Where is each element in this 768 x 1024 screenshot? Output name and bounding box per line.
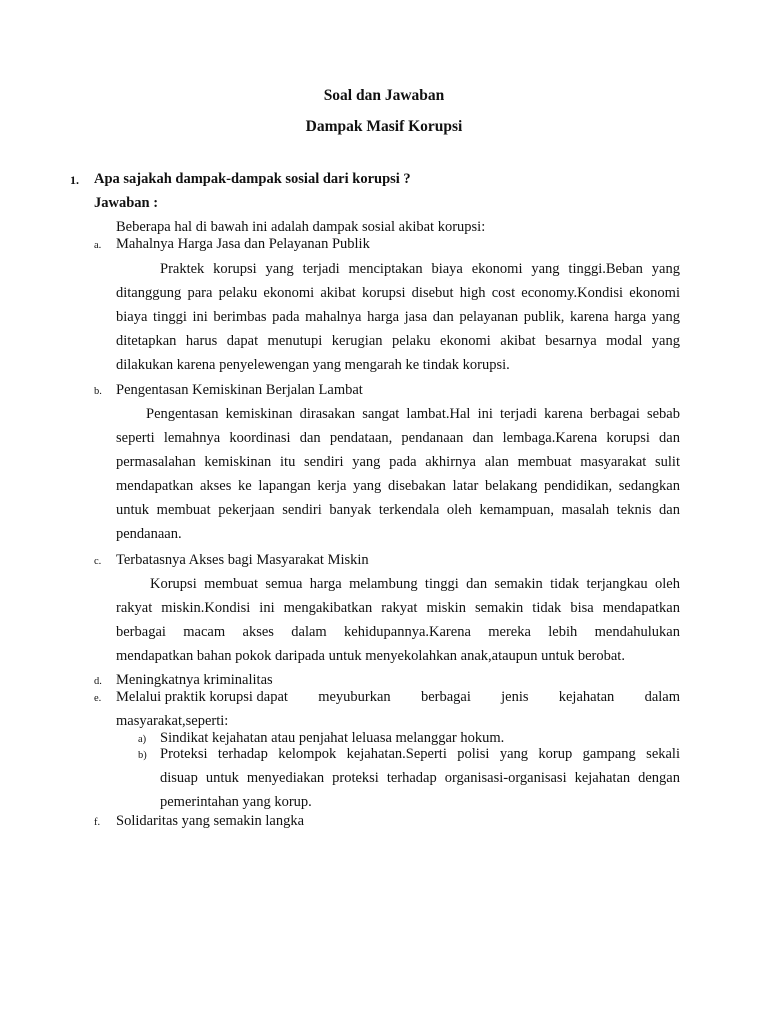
section-e-sub-a-text: Sindikat kejahatan atau penjahat leluasa melanggar hokum.	[160, 730, 505, 746]
sublist-marker-a: a)	[138, 734, 147, 745]
list-marker-f: f.	[94, 817, 101, 828]
list-marker-b: b.	[94, 386, 102, 397]
section-a-line-1: Praktek korupsi yang terjadi menciptakan biaya ekonomi yang tinggi.Beban yang	[160, 261, 680, 277]
section-e-sub-b-line-2: disuap untuk menyediakan proteksi terhadap organisasi-organisasi kejahatan dengan	[160, 770, 680, 786]
section-c-line-1: Korupsi membuat semua harga melambung tinggi dan semakin tidak terjangkau oleh	[150, 576, 680, 592]
section-b-line-5: untuk membuat pekerjaan sendiri banyak terkendala oleh kemampuan, masalah teknis dan	[116, 502, 680, 518]
section-c-line-2: rakyat miskin.Kondisi ini mengakibatkan rakyat miskin semakin tidak bisa mendapatkan	[116, 600, 680, 616]
section-c-heading: Terbatasnya Akses bagi Masyarakat Miskin	[116, 552, 369, 568]
section-e-line-1	[116, 689, 680, 706]
section-a-line-2: ditanggung para pelaku ekonomi akibat korupsi disebut high cost economy.Kondisi ekonomi	[116, 285, 680, 301]
section-e-word: jenis	[501, 689, 529, 705]
section-e-word: dalam	[644, 689, 680, 705]
question-number: 1.	[70, 173, 79, 187]
section-b-line-3: permasalahan kemiskinan itu sendiri yang pada akhirnya alan membuat masyarakat sulit	[116, 454, 680, 470]
section-a-line-4: ditetapkan harus dapat menutupi kerugian pelaku ekonomi akibat besarnya modal yang	[116, 333, 680, 349]
answer-intro: Beberapa hal di bawah ini adalah dampak sosial akibat korupsi:	[116, 219, 486, 235]
section-b-line-1: Pengentasan kemiskinan dirasakan sangat lambat.Hal ini terjadi karena berbagai sebab	[146, 406, 680, 422]
section-b-line-2: seperti lemahnya koordinasi dan pendataan, pendanaan dan lembaga.Karena korupsi dan	[116, 430, 680, 446]
sublist-marker-b: b)	[138, 750, 147, 761]
section-b-line-4: mendapatkan akses ke lapangan kerja yang disebakan latar belakang pendidikan, sedangkan	[116, 478, 680, 494]
section-d-heading: Meningkatnya kriminalitas	[116, 672, 273, 688]
section-e-word: kejahatan	[558, 689, 615, 705]
section-e-sub-b-line-3: pemerintahan yang korup.	[160, 794, 312, 810]
list-marker-e: e.	[94, 693, 102, 704]
section-a-heading: Mahalnya Harga Jasa dan Pelayanan Publik	[116, 236, 370, 252]
answer-label: Jawaban :	[94, 195, 159, 211]
section-a-line-3: biaya tinggi ini berimbas pada mahalnya harga jasa dan pelayanan publik, karena harga yang	[116, 309, 680, 325]
document-subtitle: Dampak Masif Korupsi	[305, 118, 463, 135]
section-c-line-3: berbagai macam akses dalam kehidupannya.Karena mereka lebih mendahulukan	[116, 624, 680, 640]
section-e-word: berbagai	[420, 689, 471, 705]
section-e-sub-b-line-1: Proteksi terhadap kelompok kejahatan.Seperti polisi yang korup gampang sekali	[160, 746, 680, 762]
section-e-line-2: masyarakat,seperti:	[116, 713, 229, 729]
section-b-line-6: pendanaan.	[116, 526, 182, 542]
section-e-word: Melalui praktik korupsi dapat	[116, 689, 288, 705]
list-marker-a: a.	[94, 240, 102, 251]
document-title: Soal dan Jawaban	[323, 87, 445, 104]
list-marker-d: d.	[94, 676, 102, 687]
section-f-heading: Solidaritas yang semakin langka	[116, 813, 305, 829]
list-marker-c: c.	[94, 556, 102, 567]
section-e-word: meyuburkan	[318, 689, 391, 705]
section-a-line-5: dilakukan karena penyelewengan yang mengarah ke tindak korupsi.	[116, 357, 510, 373]
section-b-heading: Pengentasan Kemiskinan Berjalan Lambat	[116, 382, 363, 398]
question-text: Apa sajakah dampak-dampak sosial dari korupsi ?	[94, 171, 411, 187]
section-c-line-4: mendapatkan bahan pokok daripada untuk menyekolahkan anak,ataupun untuk berobat.	[116, 648, 625, 664]
